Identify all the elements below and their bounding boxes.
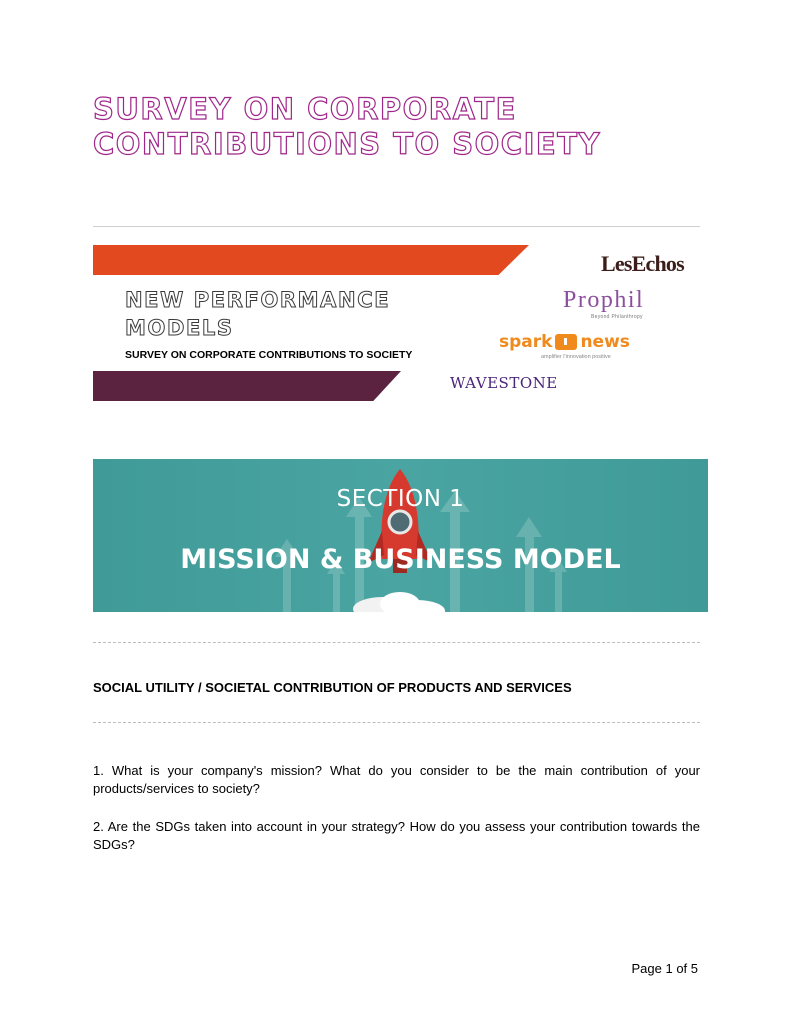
document-title-line-1: SURVEY ON CORPORATE: [93, 92, 517, 126]
title-divider: [93, 226, 700, 227]
banner-heading: [125, 286, 390, 342]
rocket-illustration: [93, 459, 708, 612]
plum-band: [93, 371, 401, 401]
banner-heading-line-1: NEW PERFORMANCE: [125, 288, 391, 312]
section-hero: [93, 459, 708, 612]
question-2: 2. Are the SDGs taken into account in your strategy? How do you assess your contribution towards the SDGs?: [93, 819, 700, 852]
sparknews-logo-left: spark: [499, 332, 553, 352]
section-divider-bottom: [93, 722, 700, 723]
document-title-line-2: CONTRIBUTIONS TO SOCIETY: [93, 127, 601, 161]
prophil-logo-name: Prophil: [563, 287, 645, 313]
prophil-logo-tagline: Beyond Philanthropy: [591, 314, 643, 320]
speech-bubble-icon: [555, 334, 577, 350]
section-divider-top: [93, 642, 700, 643]
section-title: MISSION & BUSINESS MODEL: [180, 544, 621, 575]
prophil-logo: [563, 287, 645, 320]
document-title: [93, 92, 601, 162]
sparknews-logo-tagline: amplifier l'innovation positive: [541, 354, 611, 360]
sparknews-logo-right: news: [580, 332, 630, 352]
wavestone-logo: WAVESTONE: [450, 374, 558, 392]
banner-subtitle: SURVEY ON CORPORATE CONTRIBUTIONS TO SOCIETY: [125, 349, 413, 361]
sparknews-logo: [499, 332, 630, 360]
question-1: 1. What is your company's mission? What do you consider to be the main contribution of your products/services to society?: [93, 763, 700, 796]
banner-heading-line-2: MODELS: [125, 316, 234, 340]
sparknews-logo-name: [499, 332, 630, 352]
lesechos-logo: LesEchos: [601, 251, 684, 276]
section-number: SECTION 1: [336, 486, 465, 512]
page-number: Page 1 of 5: [631, 961, 698, 976]
orange-band: [93, 245, 529, 275]
report-banner: [93, 243, 700, 403]
content-heading: SOCIAL UTILITY / SOCIETAL CONTRIBUTION OF PRODUCTS AND SERVICES: [93, 680, 572, 695]
